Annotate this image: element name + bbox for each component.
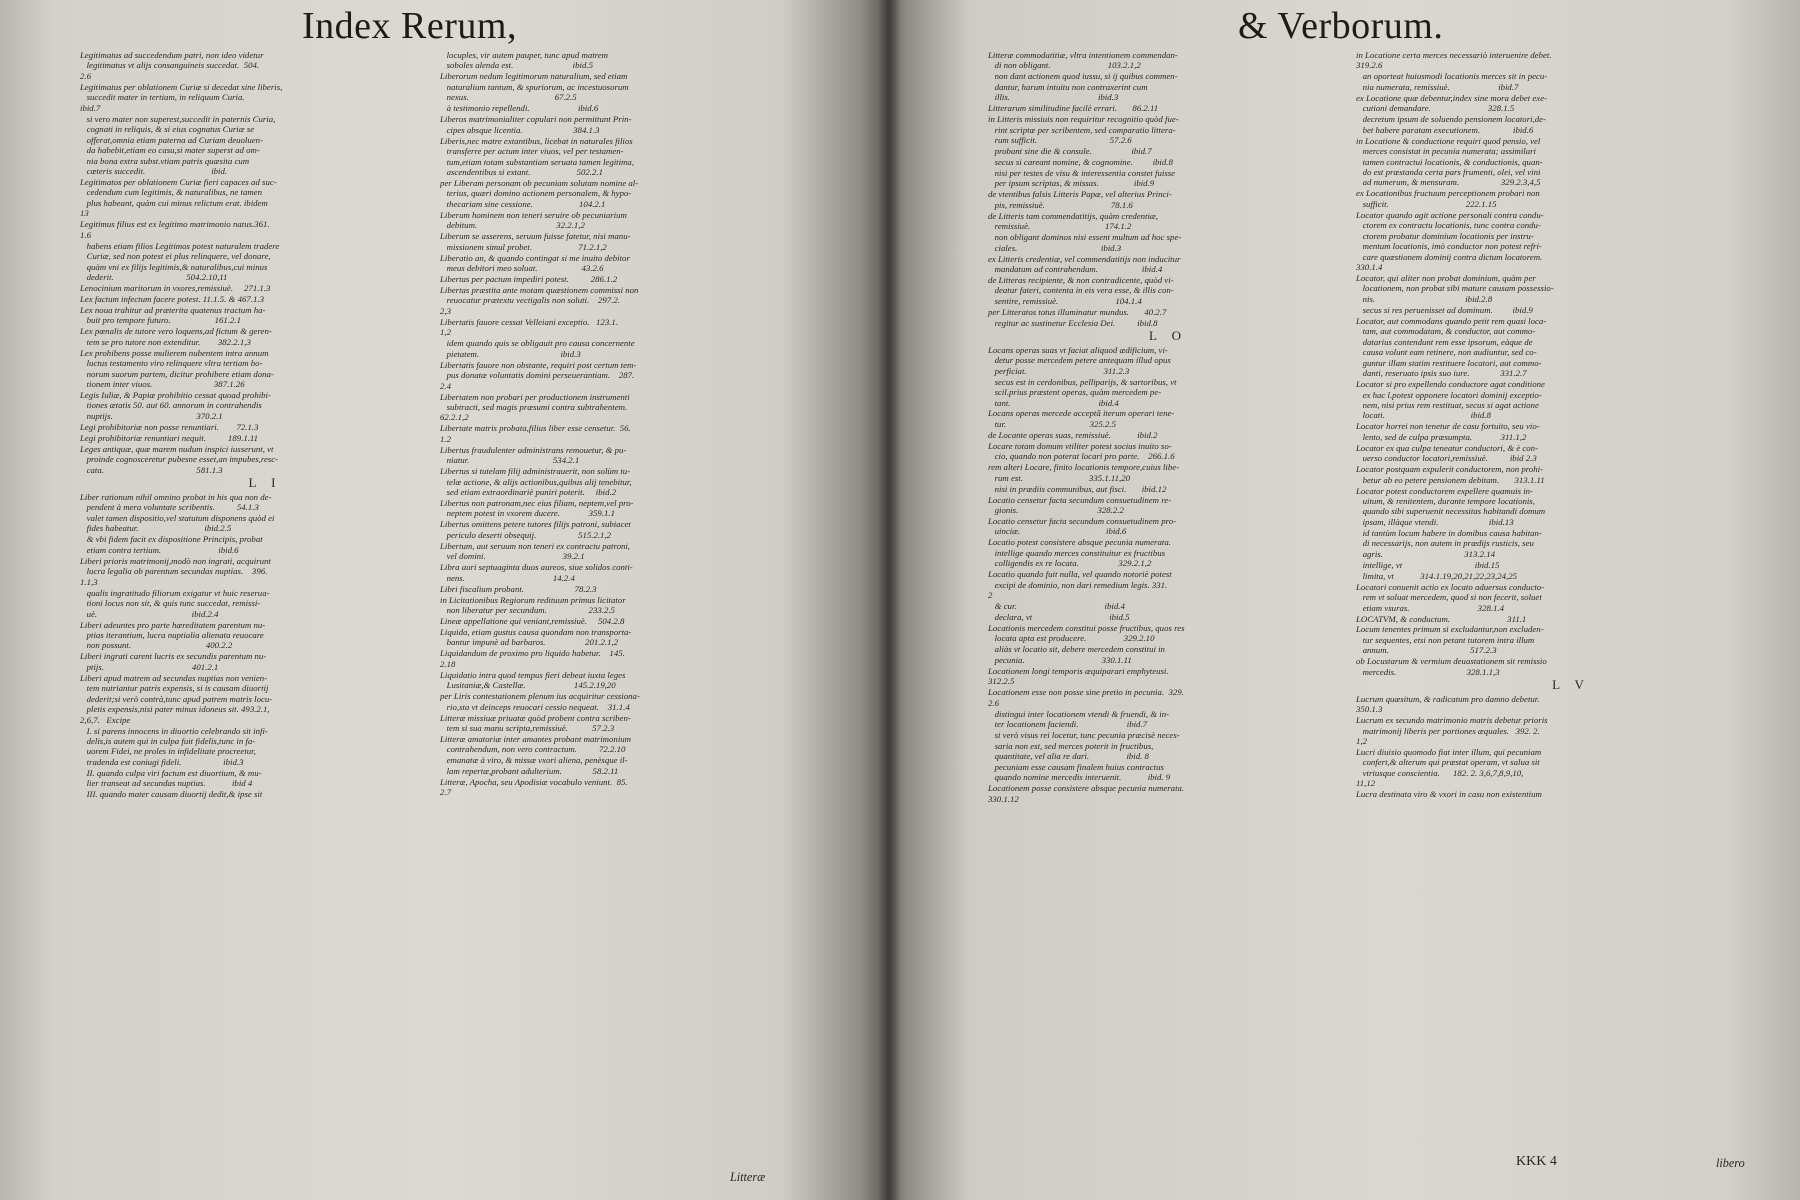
index-entry: Liquida, etiam gustus causa quondam non transporta- bantur impunè ad barbaros. 201.2.1,2	[440, 626, 632, 648]
index-entry: in Licitationibus Regiorum redituum primus licitator non liberatur per secundum. 233.2.5	[440, 594, 626, 616]
index-entry: per Litteratos totus illuminatur mundus. 40.2.7	[988, 306, 1167, 317]
index-entry: Liberos matrimonialiter copulari non permittunt Prin- cipes absque licentia. 384.1.3	[440, 114, 632, 135]
index-entry: regitur ac sustinetur Ecclesia Dei. ibid.8	[988, 317, 1158, 328]
index-entry: Liberum se asserens, seruum fuisse fatetur, nisi manu- missionem simul probet. 71.2.1,2	[440, 231, 631, 252]
index-entry: distingui inter locationem vtendi & fruendi, & in- ter locationem faciendi. ibid.7	[994, 708, 1170, 730]
index-entry: probant sine die & consule. ibid.7	[988, 146, 1152, 157]
index-entry: Lucri diuisio quomodo fiat inter illum, qui pecuniam confert,& alterum qui præstat operam, vt salua sit vtriusque conscientia. 182. 2. 3,6,7,8,9,10, 11,12	[1356, 746, 1542, 789]
index-entry: Legitimatus ad succedendum patri, non ideo videtur legitimatus vt alijs consanguineis succedat. 504. 2.6	[80, 50, 264, 81]
index-entry: Locatio censetur facta secundum consuetudinem pro- uinciæ. ibid.6	[988, 515, 1177, 537]
index-entry: ob Locustarum & vermium deuastationem sit remissio mercedis. 328.1.1,3	[1356, 656, 1547, 677]
catchword: Litteræ	[730, 1170, 766, 1184]
index-entry: Locator potest conductorem expellere quamuis in- uitum, & renitentem, durante tempore locationis, quando sibi superuenit necessitas habitandi domum ipsam, illàque vtendi. ibid.13	[1356, 485, 1546, 527]
index-entry: emanatæ à viro, & missæ vxori aliena, penèsque il- lam repertæ,probant adulterium. 58.2.11	[446, 755, 628, 776]
index-entry: Legi prohibitoriæ renuntiari nequit. 189.1.11	[80, 432, 259, 443]
index-entry: Locationem esse non posse sine pretio in pecunia. 329. 2.6	[988, 687, 1184, 708]
index-entry: Locatio potest consistere absque pecunia numerata. intellige quando merces constituitur ex fructibus colligendis ex re locata. 329.2.1,2	[988, 537, 1171, 569]
index-entry: aliàs vt locatio sit, debere mercedem constitui in pecunia. 330.1.11	[994, 644, 1165, 665]
index-entry: Liberi apud matrem ad secundas nuptias non venien- tem nutriantur patris expensis, si is causam diuortij dederit;si verò contrà,tunc apud patrem matris locu- pletis expensis,nisi pater minus idoneus sit. 493.2.1, 2,6,7. Excipe	[80, 672, 273, 725]
index-entry: si vero mater non superest,succedit in paternis Curia, cognati in reliquis, & si eius cognatus Curiæ se offerat,omnia etiam paterna ad Curiam deuoluen- da habebit,etiam eo casu,si mater superst ad om- nia bona extra subst.vtiam patris quæsita cum cæteris succedit. ibid.	[86, 113, 276, 176]
index-entry: in Locatione certa merces necessariò interuenire debet. 319.2.6	[1356, 50, 1552, 71]
right-page	[888, 0, 1800, 1200]
index-entry: rem alteri Locare, finito locationis tempore,cuius libe- rum est. 335.1.11,20	[988, 462, 1180, 483]
index-entry: Libertus si tutelam filij administrauerit, non solùm tu- telæ actione, & alijs actionibus,quibus alij tenebitur, sed etiam extraordinariè puniri poterit. ibid.2	[440, 466, 632, 498]
index-entry: intellige, vt ibid.15	[1356, 559, 1500, 570]
page-heading-left: Index Rerum,	[302, 5, 517, 47]
index-column	[80, 50, 450, 1160]
index-entry: Legis Iuliæ, & Papiæ prohibitio cessat quoad prohibi- tiones ætatis 50. aut 60. annorum in contrahendis nuptijs. 370.2.1	[80, 390, 271, 421]
index-entry: Liberi adeuntes pro parte hæreditatem parentum nu- ptias iterantium, lucra nuptialia alienata reuocare non possunt. 400.2.2	[80, 619, 266, 651]
index-entry: nisi per testes de visu & interessentia constet fuisse per ipsum scriptas, & missas. ibid.9	[994, 167, 1176, 189]
index-entry: in Litteris missiuis non requiritur recognitio quòd fue- rint scriptæ per scribentem, sed comparatio littera- rum sufficit. 57.2.6	[988, 114, 1179, 146]
index-entry: per Liris contestationem plenum ius acquiritur cessiona- rio,sta vt deinceps reuocari cessio nequeat. 31.1.4	[440, 691, 640, 712]
index-entry: Locans operas suas vt faciat aliquod ædificium, vi- detur posse mercedem petere antequam illud opus perficiat. 311.2.3	[988, 344, 1171, 376]
index-entry: Liberi ingrati carent lucris ex secundis parentum nu- ptijs. 401.2.1	[80, 651, 267, 672]
index-entry: non obligant dominos nisi essent multum ad hoc spe- ciales. ibid.3	[994, 232, 1182, 253]
index-entry: qualis ingratitudo filiorum exigatur vt huic reserua- tioni locus non sit, & quis tunc succedat, remissi- uè. ibid.2.4	[86, 587, 270, 619]
signature-mark: KKK 4	[1516, 1154, 1557, 1169]
catchword: libero	[1716, 1156, 1745, 1170]
index-entry: secus si careant nomine, & cognomine. ibid.8	[988, 157, 1173, 168]
index-entry: Libertus omittens petere tutores filijs patroni, subiacet periculo deserti obsequij. 515.2.1,2	[440, 519, 631, 540]
index-entry: Lucra destinata viro & vxori in casu non existentium	[1356, 789, 1542, 800]
index-entry: Legi prohibitoriæ non posse renuntiari. 72.1.3	[80, 421, 259, 432]
index-entry: Locator, aut commodans quando petit rem quasi loca- tam, aut commodatam, & conductor, aut commo- datarius contendunt rem esse ipsorum, eàque de causa volunt eam retinere, non audiuntur, sed co- guntur illam statim restituere locatori, aut commo- danti, reseruato ipsis suo iure. 331.2.7	[1356, 315, 1547, 379]
index-entry: Litteræ missiuæ priuatæ quòd probent contra scriben- tem si sua manu scripta,remissiuè. 57.2.3	[440, 712, 631, 734]
index-entry: Locatori conuenit actio ex locato aduersus conducto- rem vt soluat mercedem, quod si non fecerit, soluet etiam vsuras. 328.1.4	[1356, 581, 1545, 613]
index-entry: Locationem longi temporis æquiparari emphyteusi. 312.2.5	[988, 665, 1169, 687]
index-entry: Litteræ, Apocha, seu Apodisiæ vocabulo veniunt. 85. 2.7	[440, 776, 628, 798]
index-entry: Lenocinium maritorum in vxores,remissiuè. 271.1.3	[80, 282, 271, 293]
index-entry: pecuniam esse causam finalem huius contractus quando nomine mercedis interuenit. ibid. 9	[994, 761, 1171, 783]
index-entry: Litteræ amatoriæ inter amantes probant matrimonium contrahendum, non vero contractum. 72.2.10	[440, 734, 632, 755]
index-entry: Legitimus filius est ex legitimo matrimonio natus.361. 1.6	[80, 219, 270, 240]
index-entry: Libertas præstita ante motam quæstionem commissi non reuocatur prætextu vectigalis non soluti. 297.2. 2,3	[440, 284, 639, 316]
index-entry: ex Locationibus fructuum perceptionem probari non sufficit. 222.1.15	[1356, 188, 1540, 209]
index-entry: non dant actionem quod iussu, si ij quibus commen- dantur, harum intuitu non contraxerint cum illis. ibid.3	[994, 71, 1178, 103]
index-column	[440, 50, 870, 1160]
index-entry: de Litteris tam commendatitijs, quàm credentiæ, remissiuè. 174.1.2	[988, 210, 1158, 232]
index-entry: III. quando mater causam diuortij dedit,& ipse sit	[80, 789, 263, 800]
index-entry: Litterarum similitudine facilè errari. 86.2.11	[988, 103, 1159, 114]
index-entry: Libri fiscalium probant. 78.2.3	[440, 583, 597, 594]
index-entry: secus est in cerdonibus, pelliparijs, & sartoribus, vt scil.prius præstent operas, quàm mercedem pe- tant. ibid.4	[994, 376, 1177, 408]
index-entry: Locans operas mercede acceptâ iterum operari tene- tur. 325.2.5	[988, 408, 1175, 429]
index-entry: Lex pœnalis de tutore vero loquens,ad fictum & geren- tem se pro tutore non extenditur. 382.2.1,3	[80, 326, 272, 347]
index-entry: Locationem posse consistere absque pecunia numerata. 330.1.12	[988, 783, 1185, 804]
index-entry: Libertum, aut seruum non teneri ex contractu patroni, vel domini. 39.2.1	[440, 540, 631, 562]
index-entry: Liberis,nec matre extantibus, licebat in naturales filios transferre per actum inter viuos, vel per testamen- tum,etiam totam substantiam seruata tamen legitima, ascendentibus si extant. 502.2.1	[440, 135, 635, 177]
index-entry: Lex factum infectum facere potest. 11.1.5. & 467.1.3	[80, 293, 264, 304]
index-entry: Legitimatus per oblationem Curiæ si decedat sine liberis, succedit mater in tertiam, in reliquum Curia. ibid.7	[80, 81, 283, 113]
index-entry: de vtentibus falsis Litteris Papæ, vel alterius Princi- pis, remissiuè. 78.1.6	[988, 189, 1172, 210]
index-entry: ex Locatione quæ debentur,index sine mora debet exe- cutioni demandare. 328.1.5	[1356, 92, 1548, 114]
index-entry: Locatio quando fuit nulla, vel quando notoriè potest excipi de dominio, non dari remedium legis. 331. 2	[988, 569, 1172, 601]
index-entry: Lucrum quæsitum, & radicatum pro damno debetur. 350.1.3	[1356, 693, 1540, 715]
index-entry: Libertus fraudulenter administrans remouetur, & pu- niatur. 534.2.1	[440, 444, 627, 466]
index-entry: locuples, vir autem pauper, tunc apud matrem soboles alenda est. ibid.5	[446, 50, 609, 71]
index-entry: in Locatione & conductione requiri quod pensio, vel merces consistat in pecunia numerata; assimilari tamen contractui locationis, & conductionis, quan- do est præstanda certa pars frumenti, olei, vel vini ad numerum, & mensuram. 329.2.3,4,5	[1356, 135, 1543, 188]
index-entry: Liberatio an, & quando contingat si me inuito debitor meus debitori meo soluat. 43.2.6	[440, 252, 630, 274]
index-entry: Locator, qui aliter non probat dominium, quàm per locationem, non probat sibi mature causam possessio- nis. ibid.2.8	[1356, 273, 1554, 304]
page-heading-right: & Verborum.	[1238, 5, 1444, 47]
index-entry: Litteræ commodatitiæ, vltra intentionem commendan- di non obligant. 103.2.1,2	[988, 50, 1178, 71]
index-entry: Libertatis fauore non obstante, requiri post certum tem- pus donatæ voluntatis domini perseuerantiam. 287. 2.4	[440, 359, 637, 391]
index-entry: si verò visus rei locetur, tunc pecunia præcisè neces- saria non est, sed merces poterit in fructibus, quantitate, vel alia re dari. ibid. 8	[994, 730, 1180, 761]
index-entry: decretum ipsum de soluendo pensionem locatori,de- bet habere paratam executionem. ibid.6	[1362, 114, 1546, 135]
index-entry: & cur. ibid.4	[988, 601, 1125, 612]
index-entry: per Liberam personam ob pecuniam solutam nomine al- terius, quæri domino actionem personalem, & hypo- thecariam sine cessione. 104.2.1	[440, 177, 639, 209]
index-entry: Leges antiquæ, quæ marem nudum inspici iusserunt, vt proinde cognosceretur pubesne esset,an impubes,resc- cata. 581.1.3	[80, 443, 279, 475]
index-entry: de Locante operas suas, remissiuè. ibid.2	[988, 429, 1158, 440]
index-entry: I. si parens innocens in diuortio celebrando sit infi- delis,is autem qui in culpa fuit fidelis,tunc in fa- uorem Fidei, ne proles in infidelitate procreetur, tradenda est coniugi fideli. ibid.3	[86, 725, 268, 767]
index-entry: nisi in prædiis communibus, aut fisci. ibid.12	[988, 483, 1167, 494]
index-entry: Legitimatos per oblationem Curiæ fieri capaces ad suc- cedendum cum legitimis, & naturalibus, ne tamen plus habeant, quàm cui minus relictum erat. ibidem 13	[80, 176, 277, 219]
index-entry: Locare totam domum vtiliter potest socius inuito so- cio, quando non poterat locari pro parte. 266.1.6	[988, 440, 1175, 462]
index-entry: secus si res peruenisset ad dominum. ibid.9	[1356, 304, 1533, 315]
index-entry: an oporteat huiusmodi locationis merces sit in pecu- nia numerata, remissiuè. ibid.7	[1362, 71, 1548, 92]
index-entry: Liberorum nedum legitimorum naturalium, sed etiam naturalium tantum, & spuriorum, ac incestuosorum nexus. 67.2.5	[440, 71, 629, 103]
index-entry: Libertas per pactum impediri potest. 286.1.2	[440, 274, 618, 285]
section-letter: L V	[1552, 677, 1590, 693]
index-entry: Lineæ appellatione qui veniant,remissiuè. 504.2.8	[440, 616, 625, 627]
index-entry: Libertatis fauore cessat Velleiani exceptio. 123.1. 1,2	[440, 316, 619, 338]
index-entry: declara, vt ibid.5	[988, 612, 1130, 623]
index-entry: valet tamen dispositio,vel statutum disponens quòd ei fides habeatur. ibid.2.5	[86, 512, 275, 534]
index-entry: & vbi fidem facit ex dispositione Principis, probat etiam contra tertium. ibid.6	[86, 534, 263, 555]
index-entry: Libertate matris probata,filius liber esse censetur. 56. 1.2	[440, 423, 631, 444]
index-column	[988, 50, 1348, 1160]
index-entry: Locator quando agit actione personali contra condu- ctorem ex contractu locationis, tunc contra condu- ctorem probatur dominium locationis per instru- mentum locationis, imò conductor non potest refri- care quæstionem dominij contra dictum locatorem. 330.1.4	[1356, 209, 1544, 273]
index-entry: Libertatem non probari per productionem instrumenti subtracti, sed magis præsumi contra subtrahentem. 62.2.1,2	[440, 391, 630, 423]
index-entry: II. quando culpa viri factum est diuortium, & mu- lier transeat ad secundas nuptias. ibid 4	[86, 767, 262, 789]
left-page	[0, 0, 888, 1200]
index-entry: Liquidandum de proximo pro liquido habetur. 145. 2.18	[440, 648, 625, 669]
book-gutter	[878, 0, 900, 1200]
index-entry: de Litteras recipiente, & non contradicente, quòd vi- deatur fateri, contenta in eis vera esse, & illis con- sentire, remissiuè. 104.1.4	[988, 275, 1174, 306]
index-entry: Locator horrei non tenetur de casu fortuito, seu vio- lento, sed de culpa præsumpta. 311.1,2	[1356, 421, 1540, 442]
index-entry: Liber rationum nihil omnino probat in his qua non de- pendent à mera voluntate scribentis. 54.1.3	[80, 491, 272, 513]
index-entry: Liberi prioris matrimonij,modò non ingrati, acquirunt lucra legalia ob parentum secundas nuptias. 396. 1.1,3	[80, 555, 271, 587]
index-entry: Lex noua trahitur ad præterita quatenus tractum ha- buit pro tempore futuro. 161.2.1	[80, 304, 266, 326]
index-entry: Locator si pro expellendo conductore agat conditione ex hac l.potest opponere locatori dominij exceptio- nem, nisi prius rem restituat, secus si agat actione locati. ibid.8	[1356, 379, 1545, 421]
index-entry: habens etiam filios Legitimos potest naturalem tradere Curiæ, sed non potest ei plus relinquere, vel donare, quàm vni ex filijs legitimis,& naturalibus,cui minus dederit. 504.2.10,11	[86, 240, 280, 283]
index-entry: limita, vt 314.1.19,20,21,22,23,24,25	[1356, 570, 1518, 581]
index-entry: Locatio censetur facta secundum consuetudinem re- gionis. 328.2.2	[988, 494, 1172, 516]
index-entry: Locator ex qua culpa teneatur conductori, & è con- uerso conductor locatori,remissiuè. ibid 2.3	[1356, 442, 1539, 464]
index-entry: Libra auri septuaginta duos aureos, siue solidos conti- nens. 14.2.4	[440, 562, 633, 583]
section-letter: L I	[248, 475, 282, 491]
index-entry: Lucrum ex secundo matrimonio matris debetur prioris matrimonij liberis per portiones æquales. 392. 2. 1,2	[1356, 715, 1548, 746]
index-entry: Locationis mercedem constitui posse fructibus, quos res locata apta est producere. 329.2.10	[988, 623, 1185, 644]
index-entry: Liquidatio intra quod tempus fieri debeat iuxta leges Lusitaniæ,& Castellæ. 145.2.19,20	[440, 669, 626, 691]
section-letter: L O	[1148, 328, 1188, 344]
index-entry: LOCATVM, & conductum. 311.1	[1356, 613, 1527, 624]
index-entry: Libertus non patronam,nec eius filiam, neptem,vel pro- neptem potest in vxorem ducere. 359.1.1	[440, 498, 634, 519]
index-entry: à testimonio repellendi. ibid.6	[440, 103, 599, 114]
index-entry: Lex prohibens posse mulierem nubentem intra annum luctus testamento viro relinquere vltra tertiam bo- norum suorum partem, dicitur prohibere etiam dona- tionem inter viuos. 387.1.26	[80, 347, 274, 390]
index-entry: Liberum hominem non teneri seruire ob pecuniarium debitum. 32.2.1,2	[440, 209, 627, 231]
index-column	[1356, 50, 1786, 1160]
index-entry: idem quando quis se obligauit pro causa concernente pietatem. ibid.3	[446, 338, 635, 359]
index-entry: id tantùm locum habere in domibus causa habitan- di necessarijs, non autem in prædijs rusticis, seu agris. 313.2.14	[1362, 527, 1542, 559]
index-entry: Locum tenentes primum si excludantur,non excluden- tur sequentes, etsi non petant tutorem intra illum annum. 517.2.3	[1356, 624, 1544, 656]
index-entry: ex Litteris credentiæ, vel commendatitijs non inducitur mandatum ad contrahendum. ibid.4	[988, 253, 1181, 275]
index-entry: Locator postquam expulerit conductorem, non prohi- betur ab eo petere pensionem debitam. 313.1.11	[1356, 464, 1545, 485]
